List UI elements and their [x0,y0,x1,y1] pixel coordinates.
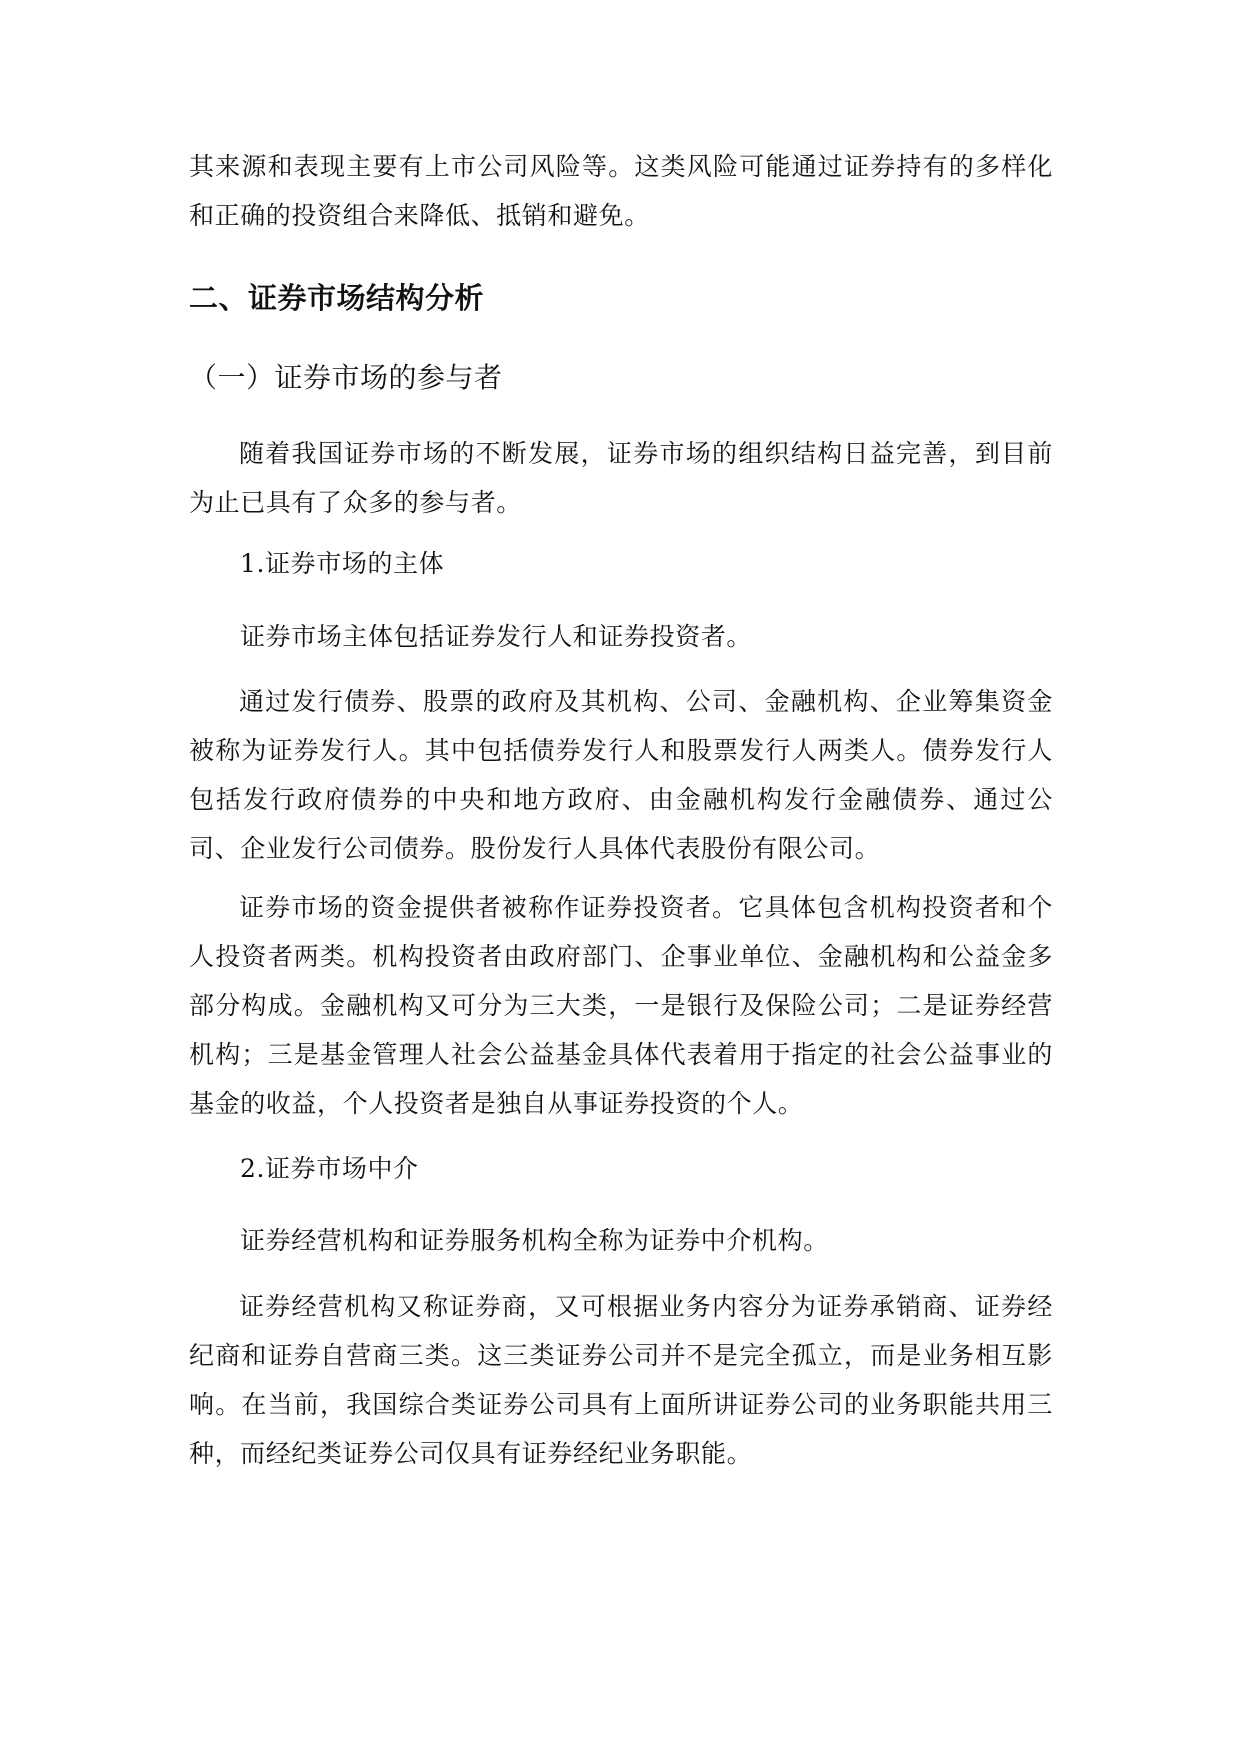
paragraph-subject-definition: 证券市场主体包括证券发行人和证券投资者。 [240,622,753,651]
subsection-heading: （一）证券市场的参与者 [189,361,503,394]
item-1-title: 1.证券市场的主体 [240,549,445,578]
paragraph-issuers: 通过发行债券、股票的政府及其机构、公司、金融机构、企业筹集资金被称为证券发行人。其中包括债券发行人和股票发行人两类人。债券发行人包括发行政府债券的中央和地方政府、由金融机构发行金融债券、通过公司、企业发行公司债券。股份发行人具体代表股份有限公司。 [189,687,1053,863]
paragraph-brokers: 证券经营机构又称证券商，又可根据业务内容分为证券承销商、证券经纪商和证券自营商三类。这三类证券公司并不是完全孤立，而是业务相互影响。在当前，我国综合类证券公司具有上面所讲证券公司的业务职能共用三种，而经纪类证券公司仅具有证券经纪业务职能。 [189,1292,1053,1468]
paragraph-investors: 证券市场的资金提供者被称作证券投资者。它具体包含机构投资者和个人投资者两类。机构投资者由政府部门、企事业单位、金融机构和公益金多部分构成。金融机构又可分为三大类，一是银行及保险公司；二是证券经营机构；三是基金管理人社会公益基金具体代表着用于指定的社会公益事业的基金的收益，个人投资者是独自从事证券投资的个人。 [189,893,1053,1118]
section-heading: 二、证券市场结构分析 [189,281,485,315]
paragraph-participants: 随着我国证券市场的不断发展，证券市场的组织结构日益完善，到目前为止已具有了众多的参与者。 [189,439,1053,517]
paragraph-intermediary-definition: 证券经营机构和证券服务机构全称为证券中介机构。 [240,1226,829,1255]
paragraph-intro-continuation: 其来源和表现主要有上市公司风险等。这类风险可能通过证券持有的多样化和正确的投资组合来降低、抵销和避免。 [189,152,1053,230]
item-2-title: 2.证券市场中介 [240,1154,419,1183]
